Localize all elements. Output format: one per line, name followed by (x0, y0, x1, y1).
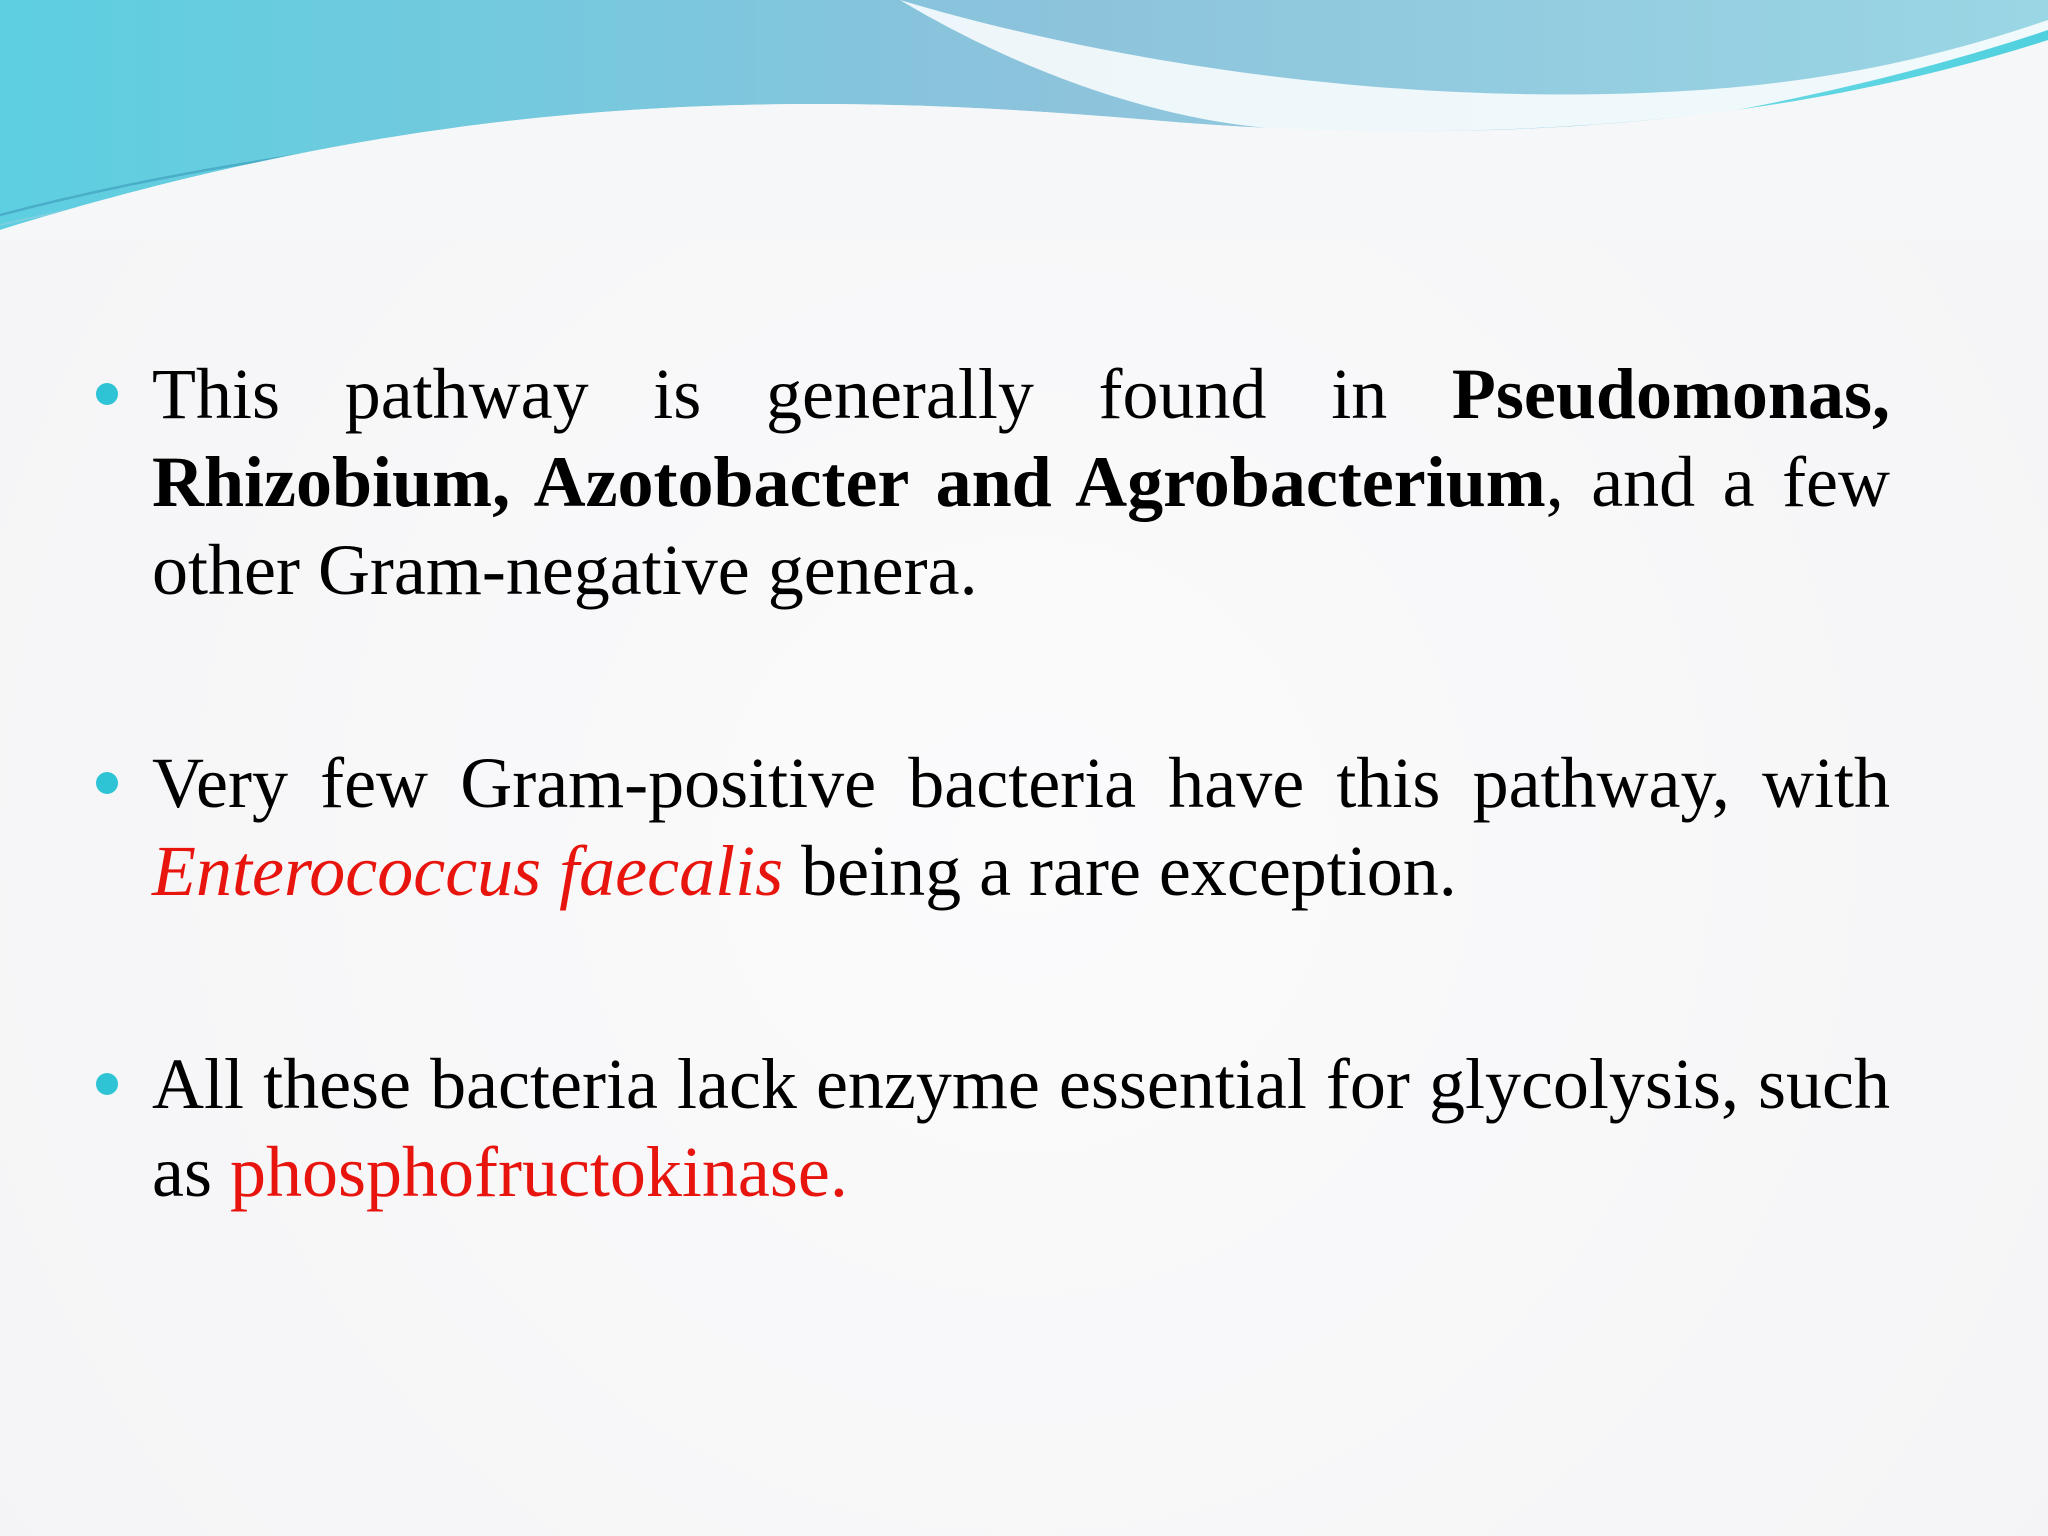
bullet-text: being a rare exception. (783, 831, 1457, 911)
header-wave-decoration (0, 0, 2048, 240)
bullet-item (96, 350, 1890, 614)
bullet-text: This pathway is generally found in (152, 354, 1452, 434)
bullet-text: , and a few other Gram-negative genera. (152, 442, 1891, 610)
bullet-item (96, 1040, 1890, 1216)
bullet-enzyme-highlight: phosphofructokinase. (229, 1132, 848, 1212)
bullet-genera-bold: Pseudomonas, Rhizobium, Azotobacter and Agrobacterium (152, 354, 1890, 522)
bullet-list (96, 350, 1890, 1216)
bullet-species-highlight: Enterococcus faecalis (152, 831, 784, 911)
bullet-dot (96, 383, 118, 405)
bullet-text: Very few Gram-positive bacteria have this pathway, with (152, 743, 1890, 823)
bullet-dot (96, 1073, 118, 1095)
bullet-dot (96, 772, 118, 794)
bullet-item (96, 739, 1890, 915)
bullet-text: All these bacteria lack enzyme essential for glycolysis, such as (152, 1044, 1890, 1212)
